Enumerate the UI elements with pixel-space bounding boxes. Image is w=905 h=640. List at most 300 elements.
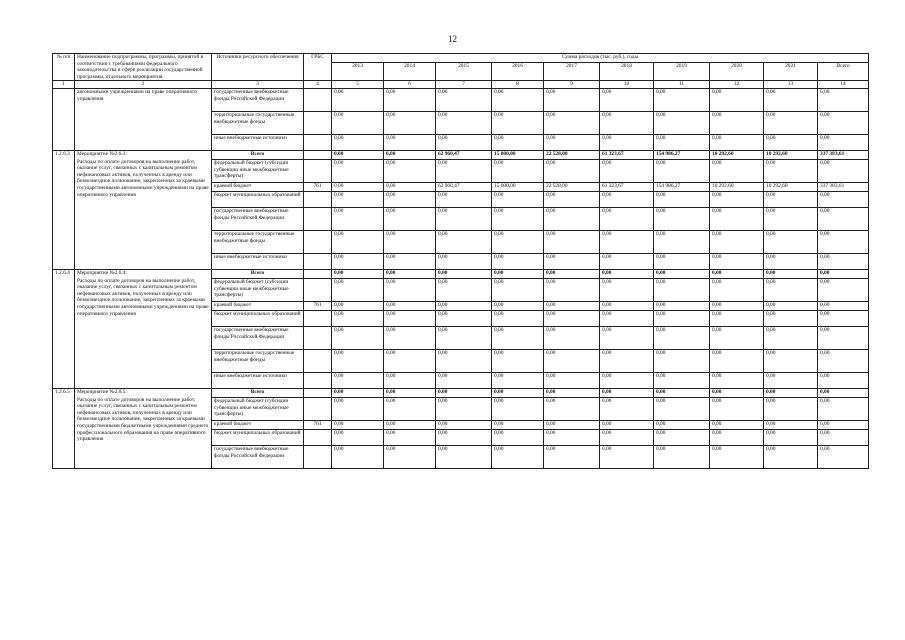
- row-value: 0,00: [600, 253, 654, 269]
- row-value: 0,00: [544, 191, 600, 207]
- row-value: 0,00: [654, 420, 710, 429]
- row-source: бюджет муниципальных образований: [212, 310, 304, 326]
- row-value: 337 383,61: [818, 150, 869, 159]
- row-value: 0,00: [544, 445, 600, 468]
- row-value: 0,00: [492, 88, 544, 111]
- row-source: краевой бюджет: [212, 182, 304, 191]
- header-year: 2017: [544, 63, 600, 81]
- header-year: 2018: [600, 63, 654, 81]
- row-value: 0,00: [492, 397, 544, 420]
- row-value: 0,00: [436, 269, 492, 278]
- header-year: 2015: [436, 63, 492, 81]
- row-value: 0,00: [600, 372, 654, 388]
- row-value: 0,00: [544, 326, 600, 349]
- row-source: бюджет муниципальных образований: [212, 429, 304, 445]
- row-value: 0,00: [544, 301, 600, 310]
- row-value: 0,00: [544, 253, 600, 269]
- row-source: территориальные государственные внебюджетные фонды: [212, 349, 304, 372]
- header-year: 2019: [654, 63, 710, 81]
- row-value: 0,00: [492, 159, 544, 182]
- row-value: 0,00: [492, 207, 544, 230]
- row-value: 0,00: [818, 372, 869, 388]
- header-name: Наименование подпрограммы, программы, принятой в соответствии с требованиями федерального законодательства в сфере реализации государственной программы, отдельного мероприятия: [75, 54, 212, 81]
- row-grbs: [304, 310, 332, 326]
- row-value: 15 000,00: [492, 182, 544, 191]
- row-value: 0,00: [332, 230, 384, 253]
- row-value: 0,00: [710, 230, 764, 253]
- row-value: 0,00: [384, 326, 436, 349]
- row-value: 0,00: [600, 397, 654, 420]
- row-value: 0,00: [332, 278, 384, 301]
- header-year: 2014: [384, 63, 436, 81]
- row-value: 0,00: [332, 134, 384, 150]
- row-value: 0,00: [332, 269, 384, 278]
- header-no: № п/п: [53, 54, 75, 81]
- measure-title: Мероприятие №2.6.5:: [77, 388, 127, 395]
- row-value: 0,00: [654, 349, 710, 372]
- row-value: 337 383,61: [818, 182, 869, 191]
- row-value: 0,00: [544, 111, 600, 134]
- row-value: 0,00: [710, 429, 764, 445]
- row-value: 0,00: [492, 278, 544, 301]
- row-value: 0,00: [332, 159, 384, 182]
- row-value: 0,00: [764, 301, 818, 310]
- row-grbs: [304, 150, 332, 159]
- row-value: 0,00: [654, 191, 710, 207]
- row-value: 0,00: [818, 111, 869, 134]
- row-grbs: [304, 253, 332, 269]
- row-value: 0,00: [436, 207, 492, 230]
- row-value: 0,00: [764, 372, 818, 388]
- row-value: 0,00: [436, 278, 492, 301]
- header-col-number: 14: [818, 81, 869, 89]
- row-value: 0,00: [654, 88, 710, 111]
- row-value: 0,00: [818, 207, 869, 230]
- row-value: 0,00: [654, 230, 710, 253]
- row-source: государственные внебюджетные фонды Российской Федерации: [212, 445, 304, 468]
- row-value: 0,00: [544, 230, 600, 253]
- row-source: государственные внебюджетные фонды Российской Федерации: [212, 88, 304, 111]
- row-value: 0,00: [710, 420, 764, 429]
- row-value: 0,00: [436, 159, 492, 182]
- row-value: 0,00: [384, 150, 436, 159]
- row-value: 0,00: [710, 301, 764, 310]
- row-value: 0,00: [654, 253, 710, 269]
- row-value: 0,00: [600, 191, 654, 207]
- row-value: 0,00: [654, 310, 710, 326]
- row-value: 0,00: [436, 230, 492, 253]
- row-value: 0,00: [436, 111, 492, 134]
- row-grbs: [304, 207, 332, 230]
- row-grbs: [304, 326, 332, 349]
- row-value: 0,00: [544, 420, 600, 429]
- row-source: территориальные государственные внебюджетные фонды: [212, 230, 304, 253]
- row-name: [75, 388, 212, 468]
- row-value: 0,00: [384, 445, 436, 468]
- row-value: 62 960,47: [436, 182, 492, 191]
- row-source: федеральный бюджет (субсидии субвенции иные межбюджетные трансферты): [212, 278, 304, 301]
- header-grbs: ГРБС: [304, 54, 332, 81]
- row-value: 0,00: [654, 397, 710, 420]
- row-value: 0,00: [600, 326, 654, 349]
- header-col-number: 1: [53, 81, 75, 89]
- row-value: 0,00: [492, 134, 544, 150]
- row-value: 0,00: [710, 88, 764, 111]
- row-value: 0,00: [764, 420, 818, 429]
- row-value: 0,00: [384, 182, 436, 191]
- row-grbs: [304, 397, 332, 420]
- row-value: 0,00: [436, 388, 492, 397]
- row-value: 0,00: [600, 230, 654, 253]
- row-value: 0,00: [332, 182, 384, 191]
- row-value: 0,00: [600, 88, 654, 111]
- table-row: [53, 150, 869, 159]
- row-value: 0,00: [384, 207, 436, 230]
- row-value: 0,00: [436, 253, 492, 269]
- row-value: 0,00: [492, 349, 544, 372]
- row-value: 0,00: [332, 420, 384, 429]
- row-value: 0,00: [764, 278, 818, 301]
- row-value: 0,00: [654, 429, 710, 445]
- row-grbs: [304, 111, 332, 134]
- row-value: 22 528,00: [544, 182, 600, 191]
- measure-description: Расходы по оплате договоров на выполнение работ, оказание услуг, связанных с капитальным ремонтом нефинансовых активов, полученных в аренду или безвозмездное пользование, закрепленных за краевыми государственными автономными учреждениями на праве оперативного управления: [77, 277, 209, 317]
- row-value: 15 000,00: [492, 150, 544, 159]
- row-source: краевой бюджет: [212, 301, 304, 310]
- row-value: 0,00: [764, 253, 818, 269]
- row-value: 0,00: [544, 388, 600, 397]
- row-value: 0,00: [764, 429, 818, 445]
- row-value: 0,00: [654, 134, 710, 150]
- row-grbs: [304, 191, 332, 207]
- row-value: 0,00: [384, 111, 436, 134]
- row-source: бюджет муниципальных образований: [212, 191, 304, 207]
- row-value: 0,00: [710, 207, 764, 230]
- row-value: 0,00: [436, 326, 492, 349]
- header-col-number: 11: [654, 81, 710, 89]
- row-source: территориальные государственные внебюджетные фонды: [212, 111, 304, 134]
- row-value: 0,00: [764, 111, 818, 134]
- table-row: [53, 88, 869, 111]
- row-value: 0,00: [764, 230, 818, 253]
- row-value: 0,00: [600, 278, 654, 301]
- row-grbs: [304, 159, 332, 182]
- header-col-number: 13: [764, 81, 818, 89]
- row-value: 10 292,60: [764, 150, 818, 159]
- row-value: 0,00: [492, 301, 544, 310]
- header-col-number: 9: [544, 81, 600, 89]
- row-value: 0,00: [544, 269, 600, 278]
- row-value: 0,00: [384, 420, 436, 429]
- row-value: 0,00: [436, 372, 492, 388]
- row-value: 0,00: [492, 326, 544, 349]
- row-value: 0,00: [436, 134, 492, 150]
- row-value: 0,00: [332, 301, 384, 310]
- row-value: 0,00: [332, 445, 384, 468]
- row-source: государственные внебюджетные фонды Российской Федерации: [212, 326, 304, 349]
- row-value: 154 986,27: [654, 182, 710, 191]
- row-value: 0,00: [818, 388, 869, 397]
- header-col-number: 12: [710, 81, 764, 89]
- row-value: 10 292,60: [710, 150, 764, 159]
- row-value: 0,00: [332, 388, 384, 397]
- row-value: 0,00: [818, 230, 869, 253]
- row-value: 0,00: [436, 445, 492, 468]
- row-value: 0,00: [600, 420, 654, 429]
- row-value: 0,00: [332, 326, 384, 349]
- row-grbs: 761: [304, 420, 332, 429]
- row-value: 0,00: [818, 326, 869, 349]
- row-value: 0,00: [710, 278, 764, 301]
- row-value: 0,00: [384, 253, 436, 269]
- row-value: 0,00: [654, 445, 710, 468]
- row-value: 0,00: [384, 429, 436, 445]
- row-value: 0,00: [332, 191, 384, 207]
- row-value: 0,00: [818, 269, 869, 278]
- row-value: 0,00: [492, 445, 544, 468]
- row-value: 0,00: [710, 269, 764, 278]
- row-value: 0,00: [332, 429, 384, 445]
- row-value: 0,00: [818, 349, 869, 372]
- row-value: 0,00: [332, 88, 384, 111]
- row-grbs: [304, 269, 332, 278]
- header-col-number: 5: [332, 81, 384, 89]
- row-value: 0,00: [384, 397, 436, 420]
- row-value: 0,00: [710, 372, 764, 388]
- measure-description: Расходы по оплате договоров на выполнение работ, оказание услуг, связанных с капитальным ремонтом нефинансовых активов, полученных в аренду или безвозмездное пользование, закрепленных за краевыми государственными автономными учреждениями на праве оперативного управления: [77, 158, 209, 198]
- row-value: 0,00: [332, 150, 384, 159]
- row-value: 0,00: [332, 310, 384, 326]
- row-value: 0,00: [600, 301, 654, 310]
- row-value: 0,00: [544, 88, 600, 111]
- row-value: 10 292,60: [710, 182, 764, 191]
- row-value: 0,00: [600, 388, 654, 397]
- row-grbs: [304, 278, 332, 301]
- row-value: 0,00: [384, 310, 436, 326]
- row-source: федеральный бюджет (субсидии субвенции иные межбюджетные трансферты): [212, 397, 304, 420]
- row-grbs: [304, 388, 332, 397]
- row-source: Всего: [212, 388, 304, 397]
- row-source: Всего: [212, 150, 304, 159]
- header-year: Всего: [818, 63, 869, 81]
- row-value: 0,00: [764, 445, 818, 468]
- row-value: 0,00: [332, 397, 384, 420]
- row-value: 0,00: [818, 159, 869, 182]
- header-source: Источники ресурсного обеспечения: [212, 54, 304, 81]
- row-value: 0,00: [764, 159, 818, 182]
- row-value: 0,00: [654, 207, 710, 230]
- row-value: 0,00: [436, 397, 492, 420]
- row-value: 0,00: [710, 326, 764, 349]
- header-col-number: 7: [436, 81, 492, 89]
- row-value: 0,00: [818, 445, 869, 468]
- row-value: 0,00: [492, 111, 544, 134]
- measure-title: Мероприятие №2.6.3:: [77, 150, 127, 157]
- measure-title: Мероприятие №2.6.4:: [77, 269, 127, 276]
- row-value: 0,00: [710, 388, 764, 397]
- row-value: 0,00: [654, 388, 710, 397]
- row-number: 1.2.6.4: [53, 269, 75, 388]
- row-source: краевой бюджет: [212, 420, 304, 429]
- header-col-number: 3: [212, 81, 304, 89]
- header-numbers-row: [53, 81, 869, 89]
- row-grbs: 761: [304, 182, 332, 191]
- row-value: 61 323,67: [600, 150, 654, 159]
- header-col-number: 8: [492, 81, 544, 89]
- row-value: 0,00: [710, 349, 764, 372]
- row-value: 0,00: [818, 310, 869, 326]
- row-value: 0,00: [332, 111, 384, 134]
- row-name: автономными учреждениями на праве оперативного управления: [75, 88, 212, 150]
- row-value: 0,00: [764, 269, 818, 278]
- row-value: 0,00: [818, 429, 869, 445]
- row-value: 0,00: [710, 191, 764, 207]
- row-value: 0,00: [384, 278, 436, 301]
- row-value: 0,00: [654, 278, 710, 301]
- row-value: 0,00: [654, 372, 710, 388]
- row-value: 0,00: [600, 310, 654, 326]
- header-year: 2016: [492, 63, 544, 81]
- row-value: 0,00: [764, 388, 818, 397]
- row-value: 0,00: [384, 372, 436, 388]
- row-value: 0,00: [384, 349, 436, 372]
- row-value: 0,00: [818, 397, 869, 420]
- table-row: [53, 388, 869, 397]
- header-year: 2021: [764, 63, 818, 81]
- header-year: 2013: [332, 63, 384, 81]
- row-value: 0,00: [764, 310, 818, 326]
- row-value: 0,00: [654, 301, 710, 310]
- row-value: 0,00: [764, 326, 818, 349]
- row-value: 62 960,47: [436, 150, 492, 159]
- row-value: 0,00: [818, 301, 869, 310]
- row-source: иные внебюджетные источники: [212, 372, 304, 388]
- row-value: 0,00: [544, 349, 600, 372]
- row-value: 0,00: [818, 420, 869, 429]
- row-source: иные внебюджетные источники: [212, 134, 304, 150]
- row-value: 0,00: [544, 159, 600, 182]
- row-grbs: [304, 134, 332, 150]
- row-value: 0,00: [654, 111, 710, 134]
- row-value: 0,00: [492, 269, 544, 278]
- row-value: 0,00: [436, 349, 492, 372]
- header-col-number: 10: [600, 81, 654, 89]
- header-col-number: 4: [304, 81, 332, 89]
- expenditure-table: [52, 53, 869, 469]
- row-grbs: [304, 429, 332, 445]
- row-value: 0,00: [544, 134, 600, 150]
- row-grbs: [304, 349, 332, 372]
- row-value: 0,00: [600, 429, 654, 445]
- row-value: 0,00: [600, 111, 654, 134]
- row-value: 0,00: [492, 429, 544, 445]
- table-row: [53, 269, 869, 278]
- row-value: 0,00: [384, 388, 436, 397]
- row-source: иные внебюджетные источники: [212, 253, 304, 269]
- row-value: 0,00: [710, 253, 764, 269]
- row-value: 0,00: [710, 445, 764, 468]
- row-value: 0,00: [332, 372, 384, 388]
- row-value: 0,00: [332, 253, 384, 269]
- row-value: 0,00: [492, 388, 544, 397]
- row-value: 0,00: [492, 420, 544, 429]
- row-value: 0,00: [818, 253, 869, 269]
- row-value: 0,00: [764, 349, 818, 372]
- row-value: 0,00: [764, 397, 818, 420]
- row-source: государственные внебюджетные фонды Российской Федерации: [212, 207, 304, 230]
- row-source: Всего: [212, 269, 304, 278]
- row-value: 10 292,60: [764, 182, 818, 191]
- row-value: 0,00: [492, 310, 544, 326]
- row-value: 0,00: [544, 207, 600, 230]
- row-value: 0,00: [436, 310, 492, 326]
- row-value: 0,00: [600, 159, 654, 182]
- row-value: 61 323,67: [600, 182, 654, 191]
- header-col-number: 2: [75, 81, 212, 89]
- measure-description: Расходы по оплате договоров на выполнение работ, оказание услуг, связанных с капитальным ремонтом нефинансовых активов, полученных в аренду или безвозмездное пользование, закрепленных за краевыми государственными бюджетными учреждениями среднего профессионального образования на праве оперативного управления: [77, 396, 209, 443]
- row-value: 0,00: [436, 88, 492, 111]
- row-value: 0,00: [764, 88, 818, 111]
- row-grbs: [304, 88, 332, 111]
- row-value: 0,00: [384, 301, 436, 310]
- row-value: 0,00: [818, 278, 869, 301]
- row-grbs: [304, 372, 332, 388]
- row-value: 0,00: [600, 134, 654, 150]
- row-value: 0,00: [710, 397, 764, 420]
- row-value: 0,00: [544, 372, 600, 388]
- row-value: 0,00: [654, 269, 710, 278]
- row-grbs: [304, 230, 332, 253]
- row-value: 0,00: [544, 397, 600, 420]
- row-value: 0,00: [818, 88, 869, 111]
- row-value: 0,00: [654, 326, 710, 349]
- row-value: 0,00: [332, 349, 384, 372]
- row-value: 0,00: [600, 207, 654, 230]
- row-value: 0,00: [710, 134, 764, 150]
- row-value: 0,00: [384, 230, 436, 253]
- row-value: 0,00: [818, 191, 869, 207]
- row-value: 0,00: [544, 278, 600, 301]
- row-value: 0,00: [710, 310, 764, 326]
- row-name: [75, 150, 212, 269]
- row-value: 0,00: [384, 134, 436, 150]
- row-value: 0,00: [710, 111, 764, 134]
- row-value: 0,00: [492, 253, 544, 269]
- row-grbs: [304, 445, 332, 468]
- header-sum: Сумма расходов (тыс. руб.), годы: [332, 54, 869, 63]
- header-col-number: 6: [384, 81, 436, 89]
- row-value: 0,00: [492, 191, 544, 207]
- row-value: 0,00: [600, 445, 654, 468]
- row-number: 1.2.6.3: [53, 150, 75, 269]
- row-value: 0,00: [436, 301, 492, 310]
- row-value: 0,00: [544, 310, 600, 326]
- row-value: 22 528,00: [544, 150, 600, 159]
- row-value: 0,00: [436, 191, 492, 207]
- row-grbs: 761: [304, 301, 332, 310]
- row-source: федеральный бюджет (субсидии субвенции иные межбюджетные трансферты): [212, 159, 304, 182]
- row-number: [53, 88, 75, 150]
- row-value: 0,00: [384, 191, 436, 207]
- row-value: 0,00: [384, 269, 436, 278]
- row-value: 0,00: [764, 134, 818, 150]
- row-value: 0,00: [600, 269, 654, 278]
- row-value: 0,00: [544, 429, 600, 445]
- row-value: 0,00: [818, 134, 869, 150]
- header-row: [53, 54, 869, 63]
- row-value: 0,00: [492, 372, 544, 388]
- row-value: 0,00: [764, 207, 818, 230]
